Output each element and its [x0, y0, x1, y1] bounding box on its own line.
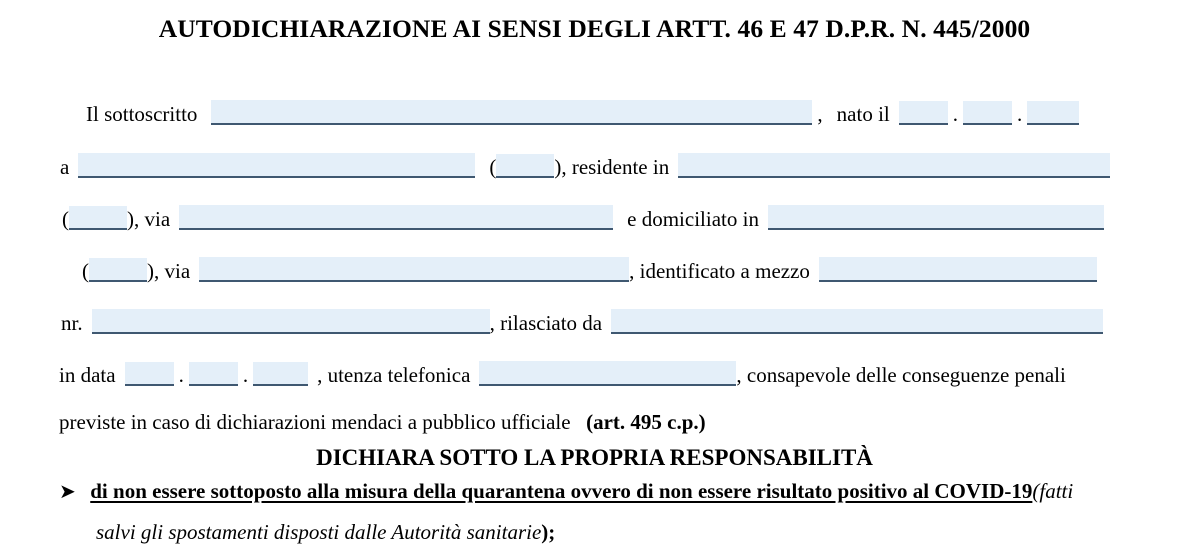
input-residence-province[interactable]	[69, 206, 127, 230]
paren-open-domicile-province: (	[82, 259, 89, 283]
declaration-item-quarantine	[59, 481, 1073, 502]
input-id-document-type[interactable]	[819, 257, 1097, 282]
form-line-issue-date-phone	[59, 361, 1066, 386]
input-birth-month[interactable]	[963, 101, 1012, 125]
form-line-residence-street	[62, 205, 1104, 230]
declaration-item-main-text: di non essere sottoposto alla misura della quarantena ovvero di non essere risultato positivo al COVID-19	[90, 479, 1033, 503]
penalties-statement-text: previste in caso di dichiarazioni mendaci a pubblico ufficiale	[59, 410, 571, 434]
paren-open-residence-province: (	[62, 207, 69, 231]
label-domiciled-in: e domiciliato in	[627, 207, 759, 231]
form-line-birthplace-residence	[60, 153, 1110, 178]
input-issue-year[interactable]	[253, 362, 308, 386]
label-issued-by: , rilasciato da	[489, 311, 603, 335]
declaration-item-parenthetical-text: salvi gli spostamenti disposti dalle Autorità sanitarie	[96, 520, 542, 544]
label-phone-number: , utenza telefonica	[317, 363, 471, 387]
input-birth-place[interactable]	[78, 153, 475, 178]
penalties-statement	[59, 412, 706, 433]
input-issuing-authority[interactable]	[611, 309, 1103, 334]
input-domicile-street[interactable]	[199, 257, 629, 282]
declaration-item-parenthetical-start: (fatti	[1032, 479, 1074, 503]
label-identified-by: , identificato a mezzo	[629, 259, 810, 283]
date-separator-2: .	[1017, 102, 1023, 126]
input-phone-number[interactable]	[479, 361, 736, 386]
paren-open-birth-province: (	[489, 155, 497, 179]
input-residence-street[interactable]	[179, 205, 613, 230]
input-issue-month[interactable]	[189, 362, 238, 386]
label-via-residence: ), via	[127, 207, 171, 231]
input-residence-city[interactable]	[678, 153, 1110, 178]
law-reference: (art. 495 c.p.)	[586, 410, 706, 434]
issue-date-separator-1: .	[178, 363, 184, 387]
input-id-number[interactable]	[92, 309, 490, 334]
label-born-on: nato il	[836, 102, 890, 126]
label-subscriber: Il sottoscritto	[86, 102, 198, 126]
label-document-number: nr.	[61, 311, 83, 335]
issue-date-separator-2: .	[242, 363, 249, 387]
label-via-domicile: ), via	[147, 259, 191, 283]
input-issue-day[interactable]	[125, 362, 174, 386]
input-birth-year[interactable]	[1027, 101, 1079, 125]
input-domicile-province[interactable]	[89, 258, 147, 282]
label-aware-of-penalties: , consapevole delle conseguenze penali	[736, 363, 1066, 387]
input-full-name[interactable]	[211, 100, 812, 125]
label-at: a	[60, 155, 70, 179]
form-line-personal-name	[86, 100, 1079, 125]
input-birth-day[interactable]	[899, 101, 948, 125]
form-line-domicile-street-id	[82, 257, 1097, 282]
input-domicile-city[interactable]	[768, 205, 1104, 230]
form-line-id-number	[61, 309, 1103, 334]
date-separator-1: .	[952, 102, 958, 126]
declaration-item-parenthetical-end: );	[541, 520, 556, 544]
arrow-bullet-icon: ➤	[59, 481, 76, 503]
declaration-item-continuation	[96, 522, 555, 543]
comma-after-name: ,	[817, 102, 823, 126]
page-title: AUTODICHIARAZIONE AI SENSI DEGLI ARTT. 46 E 47 D.P.R. N. 445/2000	[158, 14, 1031, 43]
label-residence: ), residente in	[554, 155, 670, 179]
label-issue-date: in data	[59, 363, 116, 387]
input-birth-province[interactable]	[496, 154, 554, 178]
declaration-heading: DICHIARA SOTTO LA PROPRIA RESPONSABILITÀ	[316, 445, 873, 470]
